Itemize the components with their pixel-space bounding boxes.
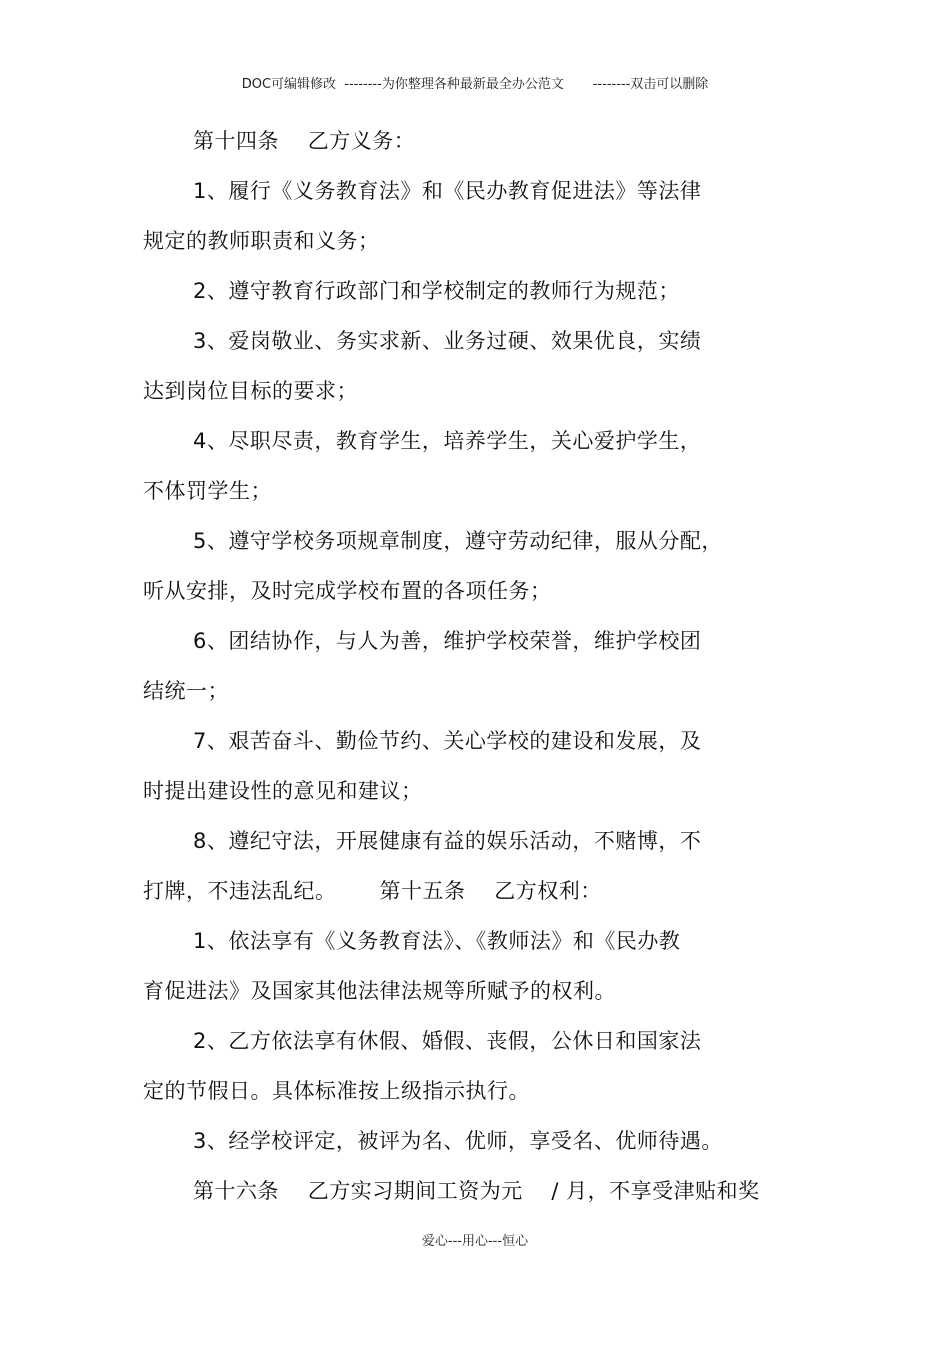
paragraph-line: 听从安排，及时完成学校布置的各项任务； — [143, 579, 552, 603]
page-header: DOC可编辑修改 --------为你整理各种最新最全办公范文 --------双击可以删除 — [241, 77, 709, 92]
paragraph-line: 3、爱岗敬业、务实求新、业务过硬、效果优良，实绩 — [193, 329, 702, 353]
paragraph-line: 6、团结协作，与人为善，维护学校荣誉，维护学校团 — [193, 629, 702, 653]
paragraph-line: 5、遵守学校务项规章制度，遵守劳动纪律，服从分配， — [193, 529, 723, 553]
paragraph-line: 7、艰苦奋斗、勤俭节约、关心学校的建设和发展，及 — [193, 729, 702, 753]
paragraph-line: 2、遵守教育行政部门和学校制定的教师行为规范； — [193, 279, 680, 303]
paragraph-line: 结统一； — [143, 679, 229, 703]
paragraph-line: 1、依法享有《义务教育法》、《教师法》和《民办教 — [193, 929, 681, 953]
paragraph-line: 8、遵纪守法，开展健康有益的娱乐活动，不赌博，不 — [193, 829, 702, 853]
paragraph-line: 4、尽职尽责，教育学生，培养学生，关心爱护学生， — [193, 429, 702, 453]
article-14-heading: 第十四条 乙方义务： — [193, 129, 416, 153]
paragraph-line: 3、经学校评定，被评为名、优师，享受名、优师待遇。 — [193, 1129, 723, 1153]
paragraph-line: 定的节假日。具体标准按上级指示执行。 — [143, 1079, 530, 1103]
paragraph-line: 1、履行《义务教育法》和《民办教育促进法》等法律 — [193, 179, 702, 203]
paragraph-line: 达到岗位目标的要求； — [143, 379, 358, 403]
paragraph-line: 打牌，不违法乱纪。 第十五条 乙方权利： — [143, 879, 602, 903]
paragraph-line: 规定的教师职责和义务； — [143, 229, 380, 253]
paragraph-line: 2、乙方依法享有休假、婚假、丧假，公休日和国家法 — [193, 1029, 702, 1053]
paragraph-line: 时提出建设性的意见和建议； — [143, 779, 423, 803]
paragraph-line: 育促进法》及国家其他法律法规等所赋予的权利。 — [143, 979, 616, 1003]
paragraph-line: 不体罚学生； — [143, 479, 272, 503]
article-16-line: 第十六条 乙方实习期间工资为元 / 月，不享受津贴和奖 — [193, 1179, 760, 1203]
page-footer: 爱心---用心---恒心 — [421, 1234, 529, 1249]
